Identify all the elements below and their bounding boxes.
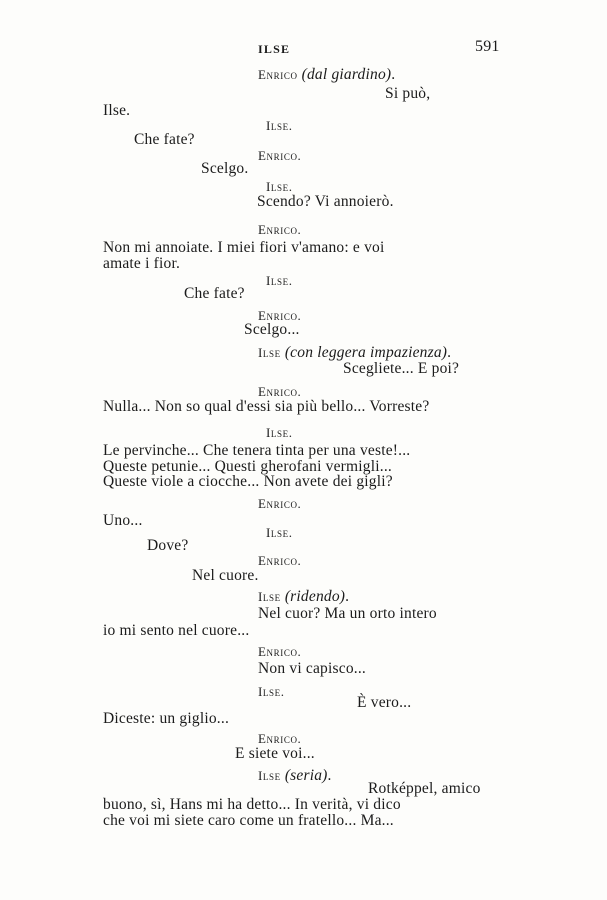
speaker-cue: Enrico.	[258, 308, 302, 323]
dialogue-line: amate i fior.	[103, 255, 181, 272]
speaker-name: Ilse	[258, 345, 281, 360]
stage-direction: (ridendo)	[284, 588, 346, 605]
speaker-cue: Ilse.	[258, 684, 285, 699]
speaker-cue: Ilse.	[266, 118, 293, 133]
dialogue-line: Queste viole a ciocche... Non avete dei gigli?	[103, 473, 393, 490]
speaker-cue: Enrico.	[258, 553, 302, 568]
dialogue-line: Che fate?	[134, 131, 195, 148]
speaker-name: Enrico	[258, 67, 298, 82]
dialogue-line: Nulla... Non so qual d'essi sia più bello... Vorreste?	[103, 398, 430, 415]
dialogue-line: che voi mi siete caro come un fratello... Ma...	[103, 812, 394, 829]
speaker-name: Ilse	[258, 768, 281, 783]
speaker-cue: Ilse (ridendo).	[258, 588, 350, 605]
dialogue-line: Uno...	[103, 512, 143, 529]
dialogue-line: io mi sento nel cuore...	[103, 622, 250, 639]
dialogue-line: Che fate?	[184, 285, 245, 302]
dialogue-line: Ilse.	[103, 102, 131, 119]
speaker-cue: Ilse.	[266, 273, 293, 288]
speaker-cue: Enrico.	[258, 148, 302, 163]
speaker-cue: Ilse (con leggera impazienza).	[258, 344, 452, 361]
stage-direction: (dal giardino)	[301, 66, 392, 83]
dialogue-line: Nel cuor? Ma un orto intero	[258, 605, 437, 622]
dialogue-line: Diceste: un giglio...	[103, 710, 230, 727]
speaker-cue: Enrico (dal giardino).	[258, 66, 396, 83]
dialogue-line: Si può,	[385, 85, 431, 102]
stage-direction: (con leggera impazienza)	[284, 344, 448, 361]
page-number: 591	[475, 38, 500, 55]
dialogue-line: Queste petunie... Questi gherofani vermigli...	[103, 458, 392, 475]
dialogue-line: È vero...	[357, 694, 412, 711]
speaker-cue: Enrico.	[258, 384, 302, 399]
dialogue-line: Nel cuore.	[192, 567, 259, 584]
running-title: ILSE	[258, 42, 291, 56]
dialogue-line: Non vi capisco...	[258, 660, 367, 677]
stage-direction: (seria)	[284, 767, 328, 784]
dialogue-line: Le pervinche... Che tenera tinta per una veste!...	[103, 442, 411, 459]
dialogue-line: Non mi annoiate. I miei fiori v'amano: e voi	[103, 239, 385, 256]
dialogue-line: Dove?	[147, 537, 189, 554]
dialogue-line: Scelgo...	[244, 321, 300, 338]
dialogue-line: buono, sì, Hans mi ha detto... In verità, vi dico	[103, 796, 401, 813]
dialogue-line: Scelgo.	[201, 160, 249, 177]
speaker-cue: Enrico.	[258, 222, 302, 237]
dialogue-line: Scegliete... E poi?	[343, 360, 460, 377]
speaker-cue: Ilse (seria).	[258, 767, 332, 784]
dialogue-line: Scendo? Vi annoierò.	[257, 193, 394, 210]
dialogue-line: Rotképpel, amico	[368, 780, 481, 797]
dialogue-line: E siete voi...	[235, 745, 315, 762]
speaker-cue: Ilse.	[266, 179, 293, 194]
speaker-cue: Enrico.	[258, 644, 302, 659]
speaker-cue: Ilse.	[266, 525, 293, 540]
speaker-cue: Enrico.	[258, 496, 302, 511]
speaker-name: Ilse	[258, 589, 281, 604]
speaker-cue: Ilse.	[266, 425, 293, 440]
speaker-cue: Enrico.	[258, 731, 302, 746]
